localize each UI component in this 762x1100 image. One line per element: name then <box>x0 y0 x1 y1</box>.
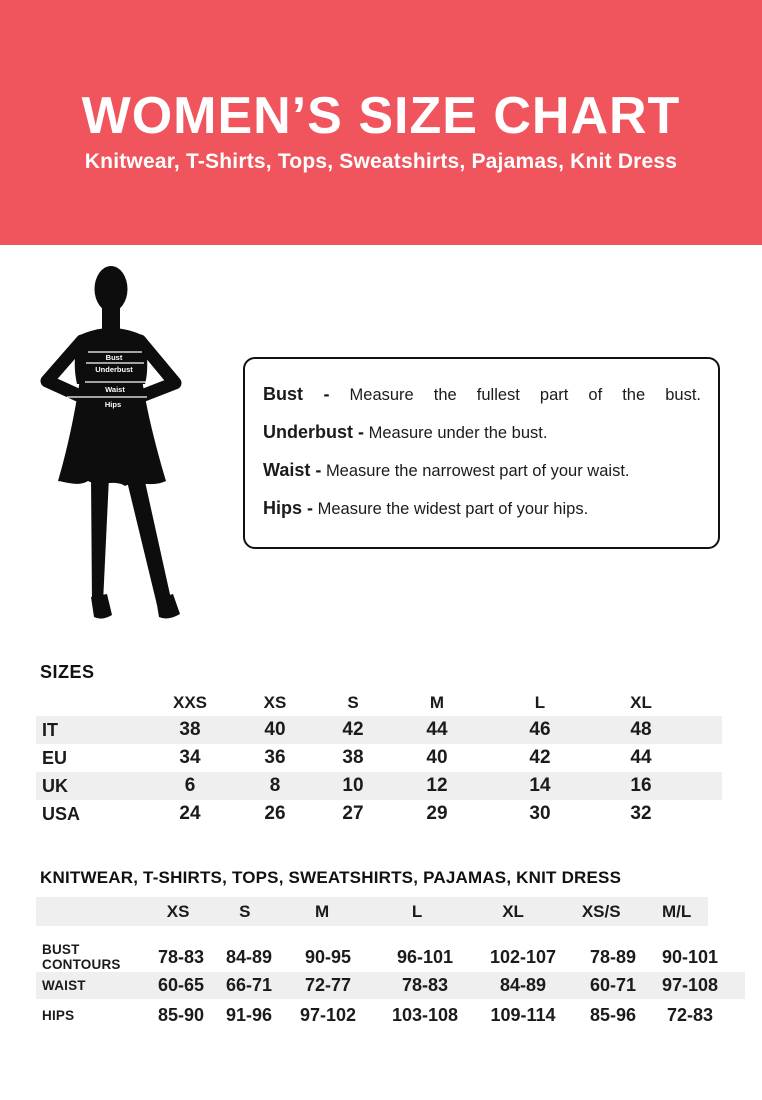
range-value: 84-89 <box>499 975 547 995</box>
range-value: 102-107 <box>489 946 557 967</box>
hips-label: Hips <box>104 400 122 409</box>
size-col-header: M/L <box>662 901 692 921</box>
size-value: 12 <box>426 775 448 796</box>
female-silhouette <box>30 255 250 645</box>
range-value: 72-77 <box>304 975 352 995</box>
region-label: IT <box>42 719 58 740</box>
range-value: 85-90 <box>157 1005 205 1025</box>
range-value: 97-102 <box>299 1005 357 1025</box>
sizes-table <box>36 689 722 828</box>
instruction-line <box>263 498 701 519</box>
size-col-header: XS/S <box>581 901 621 921</box>
range-value: 90-101 <box>661 946 719 967</box>
range-value: 78-83 <box>157 946 205 967</box>
sizes-header-row <box>36 689 722 716</box>
measurement-instructions-box <box>243 357 720 549</box>
range-value: 60-65 <box>157 975 205 995</box>
size-value: 26 <box>264 803 286 824</box>
size-col-header: XXS <box>172 692 208 712</box>
instruction-desc: Measure under the bust. <box>368 424 548 442</box>
range-value: 97-108 <box>661 975 719 995</box>
size-value: 27 <box>342 803 364 824</box>
range-value: 72-83 <box>666 1005 714 1025</box>
range-value: 60-71 <box>589 975 637 995</box>
size-col-header: XS <box>166 901 190 921</box>
size-value: 42 <box>529 747 551 768</box>
size-col-header: S <box>347 692 359 712</box>
measurement-label: BUST CONTOURS <box>42 942 121 972</box>
region-label: USA <box>42 803 81 824</box>
instruction-term: Underbust - <box>263 422 364 442</box>
range-value: 78-89 <box>589 946 637 967</box>
table-row <box>36 942 722 972</box>
size-value: 40 <box>426 747 448 768</box>
size-col-header: M <box>315 901 330 921</box>
page-subtitle: Knitwear, T-Shirts, Tops, Sweatshirts, Pajamas, Knit Dress <box>84 150 678 173</box>
instruction-desc: Measure the narrowest part of your waist. <box>325 462 630 480</box>
table-gap <box>36 926 722 942</box>
size-col-header: L <box>534 692 546 712</box>
size-value: 44 <box>630 747 652 768</box>
hero-banner <box>0 0 762 245</box>
instruction-desc: Measure the fullest part of the bust. <box>349 386 701 404</box>
size-value: 34 <box>179 747 201 768</box>
measurement-label: HIPS <box>42 1008 75 1023</box>
bust-label: Bust <box>105 353 123 362</box>
table-row <box>36 999 722 1032</box>
size-value: 38 <box>342 747 364 768</box>
region-label: UK <box>42 775 68 796</box>
silhouette-body-shape <box>47 266 180 619</box>
size-value: 6 <box>184 775 196 796</box>
size-col-header: XL <box>630 692 652 712</box>
size-value: 44 <box>426 719 448 740</box>
measurement-label: WAIST <box>42 978 86 993</box>
sizes-section-title: SIZES <box>40 662 95 682</box>
range-value: 96-101 <box>396 946 454 967</box>
right-leg-shape <box>126 477 171 605</box>
range-value: 109-114 <box>490 1005 556 1025</box>
instruction-term: Bust - <box>263 384 330 404</box>
region-label: EU <box>42 747 68 768</box>
size-col-header: M <box>429 692 445 712</box>
size-value: 30 <box>529 803 551 824</box>
table-row <box>36 800 722 828</box>
instruction-line <box>263 384 701 405</box>
instruction-line <box>263 460 701 481</box>
table-row <box>36 972 745 999</box>
size-col-header: XL <box>502 901 524 921</box>
range-value: 84-89 <box>225 946 273 967</box>
range-value: 103-108 <box>391 1005 459 1025</box>
range-value: 90-95 <box>304 946 352 967</box>
instruction-term: Waist - <box>263 460 322 480</box>
size-value: 14 <box>529 775 551 796</box>
instruction-term: Hips - <box>263 498 314 518</box>
size-value: 10 <box>342 775 364 796</box>
table-row <box>36 716 722 744</box>
size-value: 38 <box>179 719 201 740</box>
table-row <box>36 772 722 800</box>
size-value: 46 <box>529 719 551 740</box>
size-value: 24 <box>179 803 201 824</box>
size-value: 48 <box>630 719 652 740</box>
table-row <box>36 744 722 772</box>
instruction-line <box>263 422 701 443</box>
waist-label: Waist <box>105 385 125 394</box>
underbust-label: Underbust <box>95 365 133 374</box>
size-value: 8 <box>269 775 281 796</box>
range-value: 91-96 <box>225 1005 273 1025</box>
instruction-desc: Measure the widest part of your hips. <box>317 500 589 518</box>
range-value: 78-83 <box>401 975 449 995</box>
range-value: 66-71 <box>225 975 273 995</box>
size-col-header: XS <box>263 692 287 712</box>
size-col-header: S <box>239 901 251 921</box>
page-title: WOMEN’S SIZE CHART <box>81 87 681 145</box>
left-shoe-shape <box>91 594 112 619</box>
size-value: 40 <box>264 719 286 740</box>
garment-section-title: KNITWEAR, T-SHIRTS, TOPS, SWEATSHIRTS, PAJAMAS, KNIT DRESS <box>40 868 622 887</box>
range-value: 85-96 <box>589 1005 637 1025</box>
size-value: 36 <box>264 747 286 768</box>
size-value: 16 <box>630 775 652 796</box>
garment-header-row <box>36 897 708 926</box>
garment-table <box>36 897 722 1032</box>
size-col-header: L <box>411 901 423 921</box>
size-value: 32 <box>630 803 652 824</box>
size-value: 42 <box>342 719 364 740</box>
size-value: 29 <box>426 803 448 824</box>
left-leg-shape <box>91 477 109 603</box>
